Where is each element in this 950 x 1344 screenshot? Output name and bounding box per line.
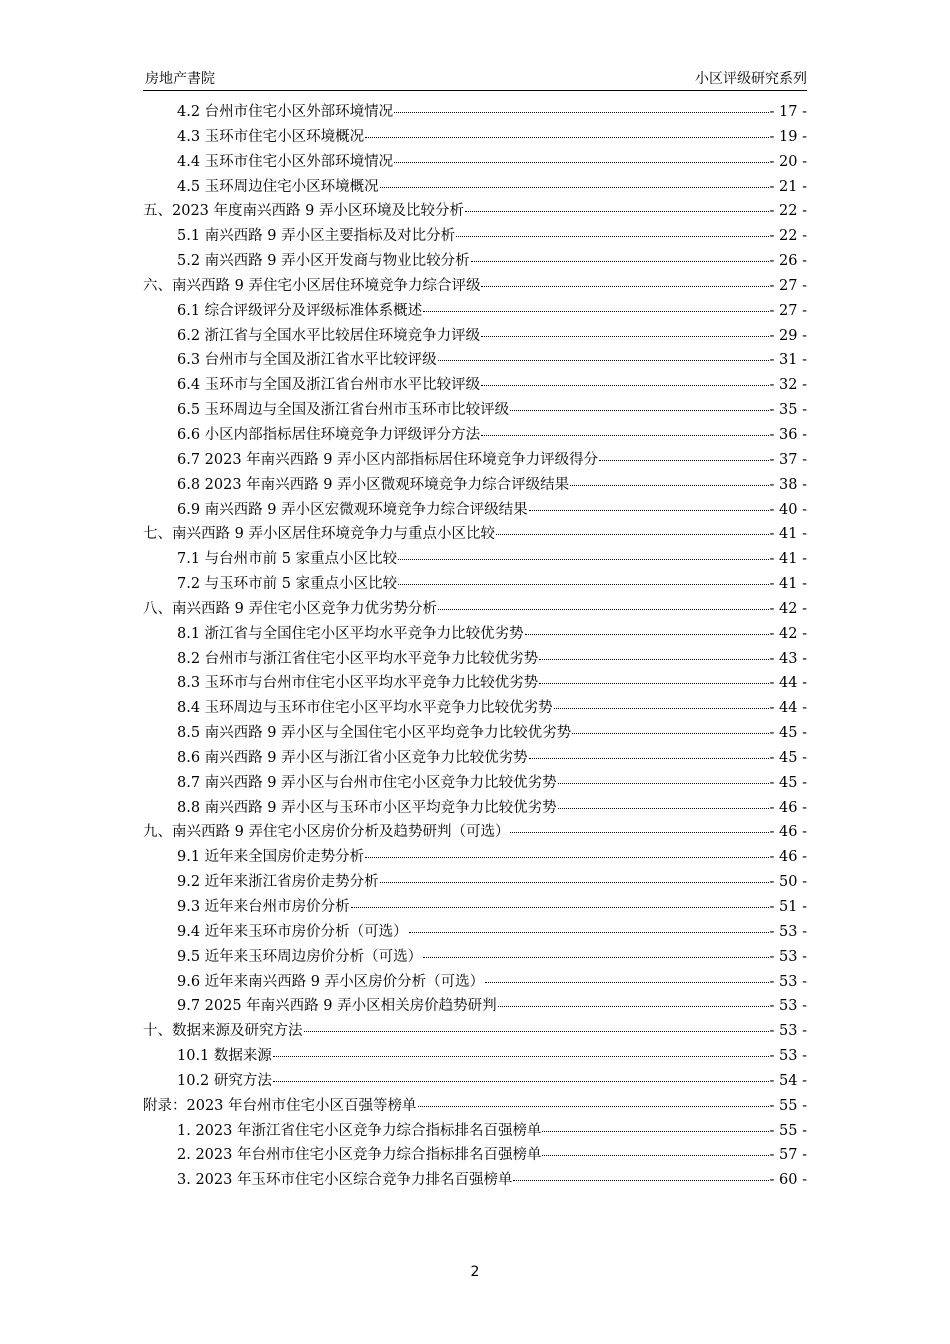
toc-entry[interactable] — [143, 448, 807, 473]
toc-entry-title: 6.4 玉环市与全国及浙江省台州市水平比较评级 — [177, 377, 481, 394]
toc-entry[interactable] — [143, 324, 807, 349]
toc-entry[interactable] — [143, 547, 807, 572]
toc-dot-leader — [273, 1081, 769, 1082]
toc-entry[interactable] — [143, 746, 807, 771]
toc-dot-leader — [304, 1031, 769, 1032]
toc-entry-title: 9.6 近年来南兴西路 9 弄小区房价分析（可选） — [177, 973, 485, 990]
toc-entry-page: - 19 - — [769, 128, 807, 145]
toc-entry-title: 6.9 南兴西路 9 弄小区宏微观环境竞争力综合评级结果 — [177, 501, 528, 518]
toc-dot-leader — [380, 882, 769, 883]
toc-entry-title: 9.3 近年来台州市房价分析 — [177, 899, 350, 915]
toc-entry-page: - 27 - — [769, 277, 807, 294]
toc-entry-title: 附录：2023 年台州市住宅小区百强等榜单 — [143, 1097, 417, 1114]
toc-dot-leader — [273, 1056, 769, 1057]
toc-entry-page: - 38 - — [769, 476, 807, 493]
toc-dot-leader — [510, 410, 768, 411]
page-number: 2 — [470, 1264, 480, 1280]
toc-entry-title: 4.5 玉环周边住宅小区环境概况 — [177, 178, 379, 195]
toc-entry[interactable] — [143, 572, 807, 597]
toc-entry-title: 9.7 2025 年南兴西路 9 弄小区相关房价趋势研判 — [177, 998, 497, 1015]
toc-entry[interactable] — [143, 696, 807, 721]
toc-entry-page: - 45 - — [769, 725, 807, 742]
toc-entry-page: - 53 - — [769, 998, 807, 1015]
toc-entry[interactable] — [143, 1094, 807, 1119]
toc-dot-leader — [496, 534, 769, 535]
toc-entry-page: - 46 - — [769, 799, 807, 816]
toc-dot-leader — [525, 634, 769, 635]
toc-entry-page: - 22 - — [769, 228, 807, 245]
toc-entry-title: 4.2 台州市住宅小区外部环境情况 — [177, 104, 394, 120]
toc-entry[interactable] — [143, 796, 807, 821]
toc-entry[interactable] — [143, 994, 807, 1019]
toc-entry-title: 8.2 台州市与浙江省住宅小区平均水平竞争力比较优劣势 — [177, 650, 539, 667]
toc-entry-title: 七、南兴西路 9 弄小区居住环境竞争力与重点小区比较 — [143, 526, 495, 543]
toc-entry-page: - 42 - — [769, 625, 807, 642]
toc-dot-leader — [599, 460, 768, 461]
toc-entry-title: 6.7 2023 年南兴西路 9 弄小区内部指标居住环境竞争力评级得分 — [177, 451, 599, 468]
toc-dot-leader — [351, 907, 769, 908]
toc-entry-page: - 45 - — [769, 749, 807, 766]
toc-entry-page: - 43 - — [769, 650, 807, 667]
toc-entry[interactable] — [143, 1119, 807, 1144]
toc-entry-title: 8.6 南兴西路 9 弄小区与浙江省小区竞争力比较优劣势 — [177, 749, 528, 766]
toc-entry[interactable] — [143, 845, 807, 870]
toc-entry-title: 3. 2023 年玉环市住宅小区综合竞争力排名百强榜单 — [177, 1172, 513, 1189]
toc-entry[interactable] — [143, 299, 807, 324]
toc-entry-page: - 26 - — [769, 253, 807, 270]
toc-entry-page: - 46 - — [769, 849, 807, 866]
toc-entry[interactable] — [143, 820, 807, 845]
toc-entry-title: 八、南兴西路 9 弄住宅小区竞争力优劣势分析 — [143, 600, 437, 617]
toc-entry-title: 10.1 数据来源 — [177, 1048, 272, 1065]
toc-entry-page: - 50 - — [769, 874, 807, 891]
toc-entry-page: - 44 - — [769, 700, 807, 717]
toc-entry-title: 6.3 台州市与全国及浙江省水平比较评级 — [177, 352, 437, 369]
toc-dot-leader — [572, 733, 768, 734]
toc-entry-title: 5.1 南兴西路 9 弄小区主要指标及对比分析 — [177, 228, 456, 245]
toc-entry-title: 6.8 2023 年南兴西路 9 弄小区微观环境竞争力综合评级结果 — [177, 476, 570, 493]
toc-entry-page: - 45 - — [769, 774, 807, 791]
toc-dot-leader — [481, 336, 768, 337]
toc-entry-title: 10.2 研究方法 — [177, 1072, 272, 1089]
toc-entry-title: 8.5 南兴西路 9 弄小区与全国住宅小区平均竞争力比较优劣势 — [177, 725, 572, 742]
toc-entry-page: - 29 - — [769, 327, 807, 344]
toc-entry-title: 9.5 近年来玉环周边房价分析（可选） — [177, 948, 423, 965]
toc-entry-page: - 53 - — [769, 948, 807, 965]
toc-dot-leader — [554, 708, 769, 709]
page-header — [143, 68, 807, 91]
toc-entry[interactable] — [143, 1019, 807, 1044]
toc-dot-leader — [513, 1180, 768, 1181]
toc-entry-title: 6.2 浙江省与全国水平比较居住环境竞争力评级 — [177, 327, 481, 344]
toc-entry[interactable] — [143, 870, 807, 895]
toc-dot-leader — [398, 559, 768, 560]
toc-entry[interactable] — [143, 498, 807, 523]
toc-entry-title: 8.7 南兴西路 9 弄小区与台州市住宅小区竞争力比较优劣势 — [177, 774, 557, 791]
toc-dot-leader — [542, 1131, 768, 1132]
toc-entry-page: - 55 - — [769, 1097, 807, 1114]
toc-entry-title: 5.2 南兴西路 9 弄小区开发商与物业比较分析 — [177, 253, 470, 270]
toc-entry-page: - 55 - — [769, 1122, 807, 1139]
toc-entry-title: 8.8 南兴西路 9 弄小区与玉环市小区平均竞争力比较优劣势 — [177, 799, 557, 816]
toc-entry-page: - 57 - — [769, 1147, 807, 1164]
toc-entry-page: - 53 - — [769, 923, 807, 940]
toc-entry[interactable] — [143, 199, 807, 224]
toc-entry-page: - 20 - — [769, 153, 807, 170]
toc-entry-title: 7.2 与玉环市前 5 家重点小区比较 — [177, 576, 398, 593]
toc-entry-page: - 53 - — [769, 973, 807, 990]
toc-entry[interactable] — [143, 622, 807, 647]
toc-entry-title: 6.6 小区内部指标居住环境竞争力评级评分方法 — [177, 426, 481, 443]
toc-dot-leader — [539, 683, 768, 684]
toc-entry[interactable] — [143, 373, 807, 398]
toc-dot-leader — [438, 609, 769, 610]
toc-dot-leader — [398, 584, 768, 585]
toc-entry-page: - 27 - — [769, 302, 807, 319]
toc-dot-leader — [471, 261, 769, 262]
toc-entry-page: - 41 - — [769, 526, 807, 543]
toc-entry[interactable] — [143, 771, 807, 796]
toc-entry-title: 2. 2023 年台州市住宅小区竞争力综合指标排名百强榜单 — [177, 1147, 542, 1164]
toc-dot-leader — [481, 435, 768, 436]
toc-entry-title: 8.4 玉环周边与玉环市住宅小区平均水平竞争力比较优劣势 — [177, 700, 553, 717]
toc-dot-leader — [423, 311, 768, 312]
toc-entry-page: - 35 - — [769, 402, 807, 419]
toc-entry-page: - 60 - — [769, 1172, 807, 1189]
toc-entry-title: 6.1 综合评级评分及评级标准体系概述 — [177, 302, 423, 319]
toc-entry[interactable] — [143, 597, 807, 622]
toc-entry[interactable] — [143, 1143, 807, 1168]
toc-dot-leader — [558, 808, 769, 809]
toc-entry[interactable] — [143, 1168, 807, 1193]
toc-entry[interactable] — [143, 274, 807, 299]
toc-entry-page: - 41 - — [769, 576, 807, 593]
toc-entry-title: 十、数据来源及研究方法 — [143, 1023, 303, 1040]
toc-dot-leader — [365, 857, 768, 858]
header-publisher: 房地产書院 — [145, 71, 215, 87]
toc-entry[interactable] — [143, 671, 807, 696]
toc-dot-leader — [409, 932, 769, 933]
toc-dot-leader — [498, 1006, 769, 1007]
toc-entry[interactable] — [143, 150, 807, 175]
toc-entry-title: 8.1 浙江省与全国住宅小区平均水平竞争力比较优劣势 — [177, 625, 524, 642]
toc-entry[interactable] — [143, 249, 807, 274]
header-series-title: 小区评级研究系列 — [695, 71, 807, 87]
toc-dot-leader — [481, 385, 768, 386]
toc-entry-title: 1. 2023 年浙江省住宅小区竞争力综合指标排名百强榜单 — [177, 1122, 542, 1139]
toc-entry-page: - 32 - — [769, 377, 807, 394]
toc-entry-page: - 42 - — [769, 600, 807, 617]
toc-dot-leader — [380, 187, 769, 188]
table-of-contents — [143, 100, 807, 1193]
toc-entry-page: - 44 - — [769, 675, 807, 692]
toc-entry-page: - 53 - — [769, 1023, 807, 1040]
toc-dot-leader — [456, 236, 768, 237]
toc-entry-title: 六、南兴西路 9 弄住宅小区居住环境竞争力综合评级 — [143, 277, 481, 294]
toc-dot-leader — [394, 112, 768, 113]
toc-entry[interactable] — [143, 398, 807, 423]
toc-entry[interactable] — [143, 175, 807, 200]
toc-entry[interactable] — [143, 970, 807, 995]
toc-entry-title: 4.3 玉环市住宅小区环境概况 — [177, 128, 365, 145]
toc-entry-title: 7.1 与台州市前 5 家重点小区比较 — [177, 551, 398, 568]
toc-dot-leader — [481, 286, 768, 287]
toc-dot-leader — [542, 1155, 768, 1156]
toc-entry-title: 9.4 近年来玉环市房价分析（可选） — [177, 923, 408, 940]
toc-entry-page: - 40 - — [769, 501, 807, 518]
toc-entry-title: 6.5 玉环周边与全国及浙江省台州市玉环市比较评级 — [177, 402, 510, 419]
toc-dot-leader — [539, 659, 768, 660]
toc-entry[interactable] — [143, 1069, 807, 1094]
toc-entry-title: 九、南兴西路 9 弄住宅小区房价分析及趋势研判（可选） — [143, 824, 510, 841]
toc-entry-page: - 36 - — [769, 426, 807, 443]
toc-entry-title: 8.3 玉环市与台州市住宅小区平均水平竞争力比较优劣势 — [177, 675, 539, 692]
toc-dot-leader — [529, 758, 769, 759]
toc-dot-leader — [394, 162, 768, 163]
toc-dot-leader — [438, 360, 769, 361]
toc-entry-page: - 37 - — [769, 451, 807, 468]
toc-entry-page: - 17 - — [769, 104, 807, 120]
toc-entry[interactable] — [143, 423, 807, 448]
toc-entry[interactable] — [143, 647, 807, 672]
toc-dot-leader — [423, 957, 768, 958]
toc-dot-leader — [465, 211, 769, 212]
toc-entry[interactable] — [143, 920, 807, 945]
toc-entry-title: 9.2 近年来浙江省房价走势分析 — [177, 874, 379, 891]
toc-entry[interactable] — [143, 721, 807, 746]
toc-entry-page: - 22 - — [769, 203, 807, 220]
toc-entry-page: - 51 - — [769, 899, 807, 915]
toc-entry-page: - 31 - — [769, 352, 807, 369]
toc-dot-leader — [529, 510, 769, 511]
toc-dot-leader — [485, 982, 768, 983]
toc-entry[interactable] — [143, 895, 807, 920]
toc-entry[interactable] — [143, 125, 807, 150]
toc-entry-page: - 41 - — [769, 551, 807, 568]
toc-dot-leader — [510, 832, 768, 833]
toc-entry[interactable] — [143, 473, 807, 498]
toc-entry[interactable] — [143, 945, 807, 970]
toc-entry[interactable] — [143, 348, 807, 373]
toc-entry-page: - 21 - — [769, 178, 807, 195]
toc-entry-page: - 54 - — [769, 1072, 807, 1089]
toc-dot-leader — [418, 1106, 769, 1107]
toc-dot-leader — [365, 137, 768, 138]
toc-entry[interactable] — [143, 522, 807, 547]
toc-entry[interactable] — [143, 1044, 807, 1069]
toc-entry-page: - 53 - — [769, 1048, 807, 1065]
toc-entry-title: 9.1 近年来全国房价走势分析 — [177, 849, 365, 866]
toc-entry[interactable] — [143, 224, 807, 249]
toc-entry-title: 4.4 玉环市住宅小区外部环境情况 — [177, 153, 394, 170]
toc-entry[interactable] — [143, 100, 807, 125]
toc-dot-leader — [570, 485, 768, 486]
toc-entry-title: 五、2023 年度南兴西路 9 弄小区环境及比较分析 — [143, 203, 464, 220]
toc-entry-page: - 46 - — [769, 824, 807, 841]
toc-dot-leader — [558, 783, 769, 784]
